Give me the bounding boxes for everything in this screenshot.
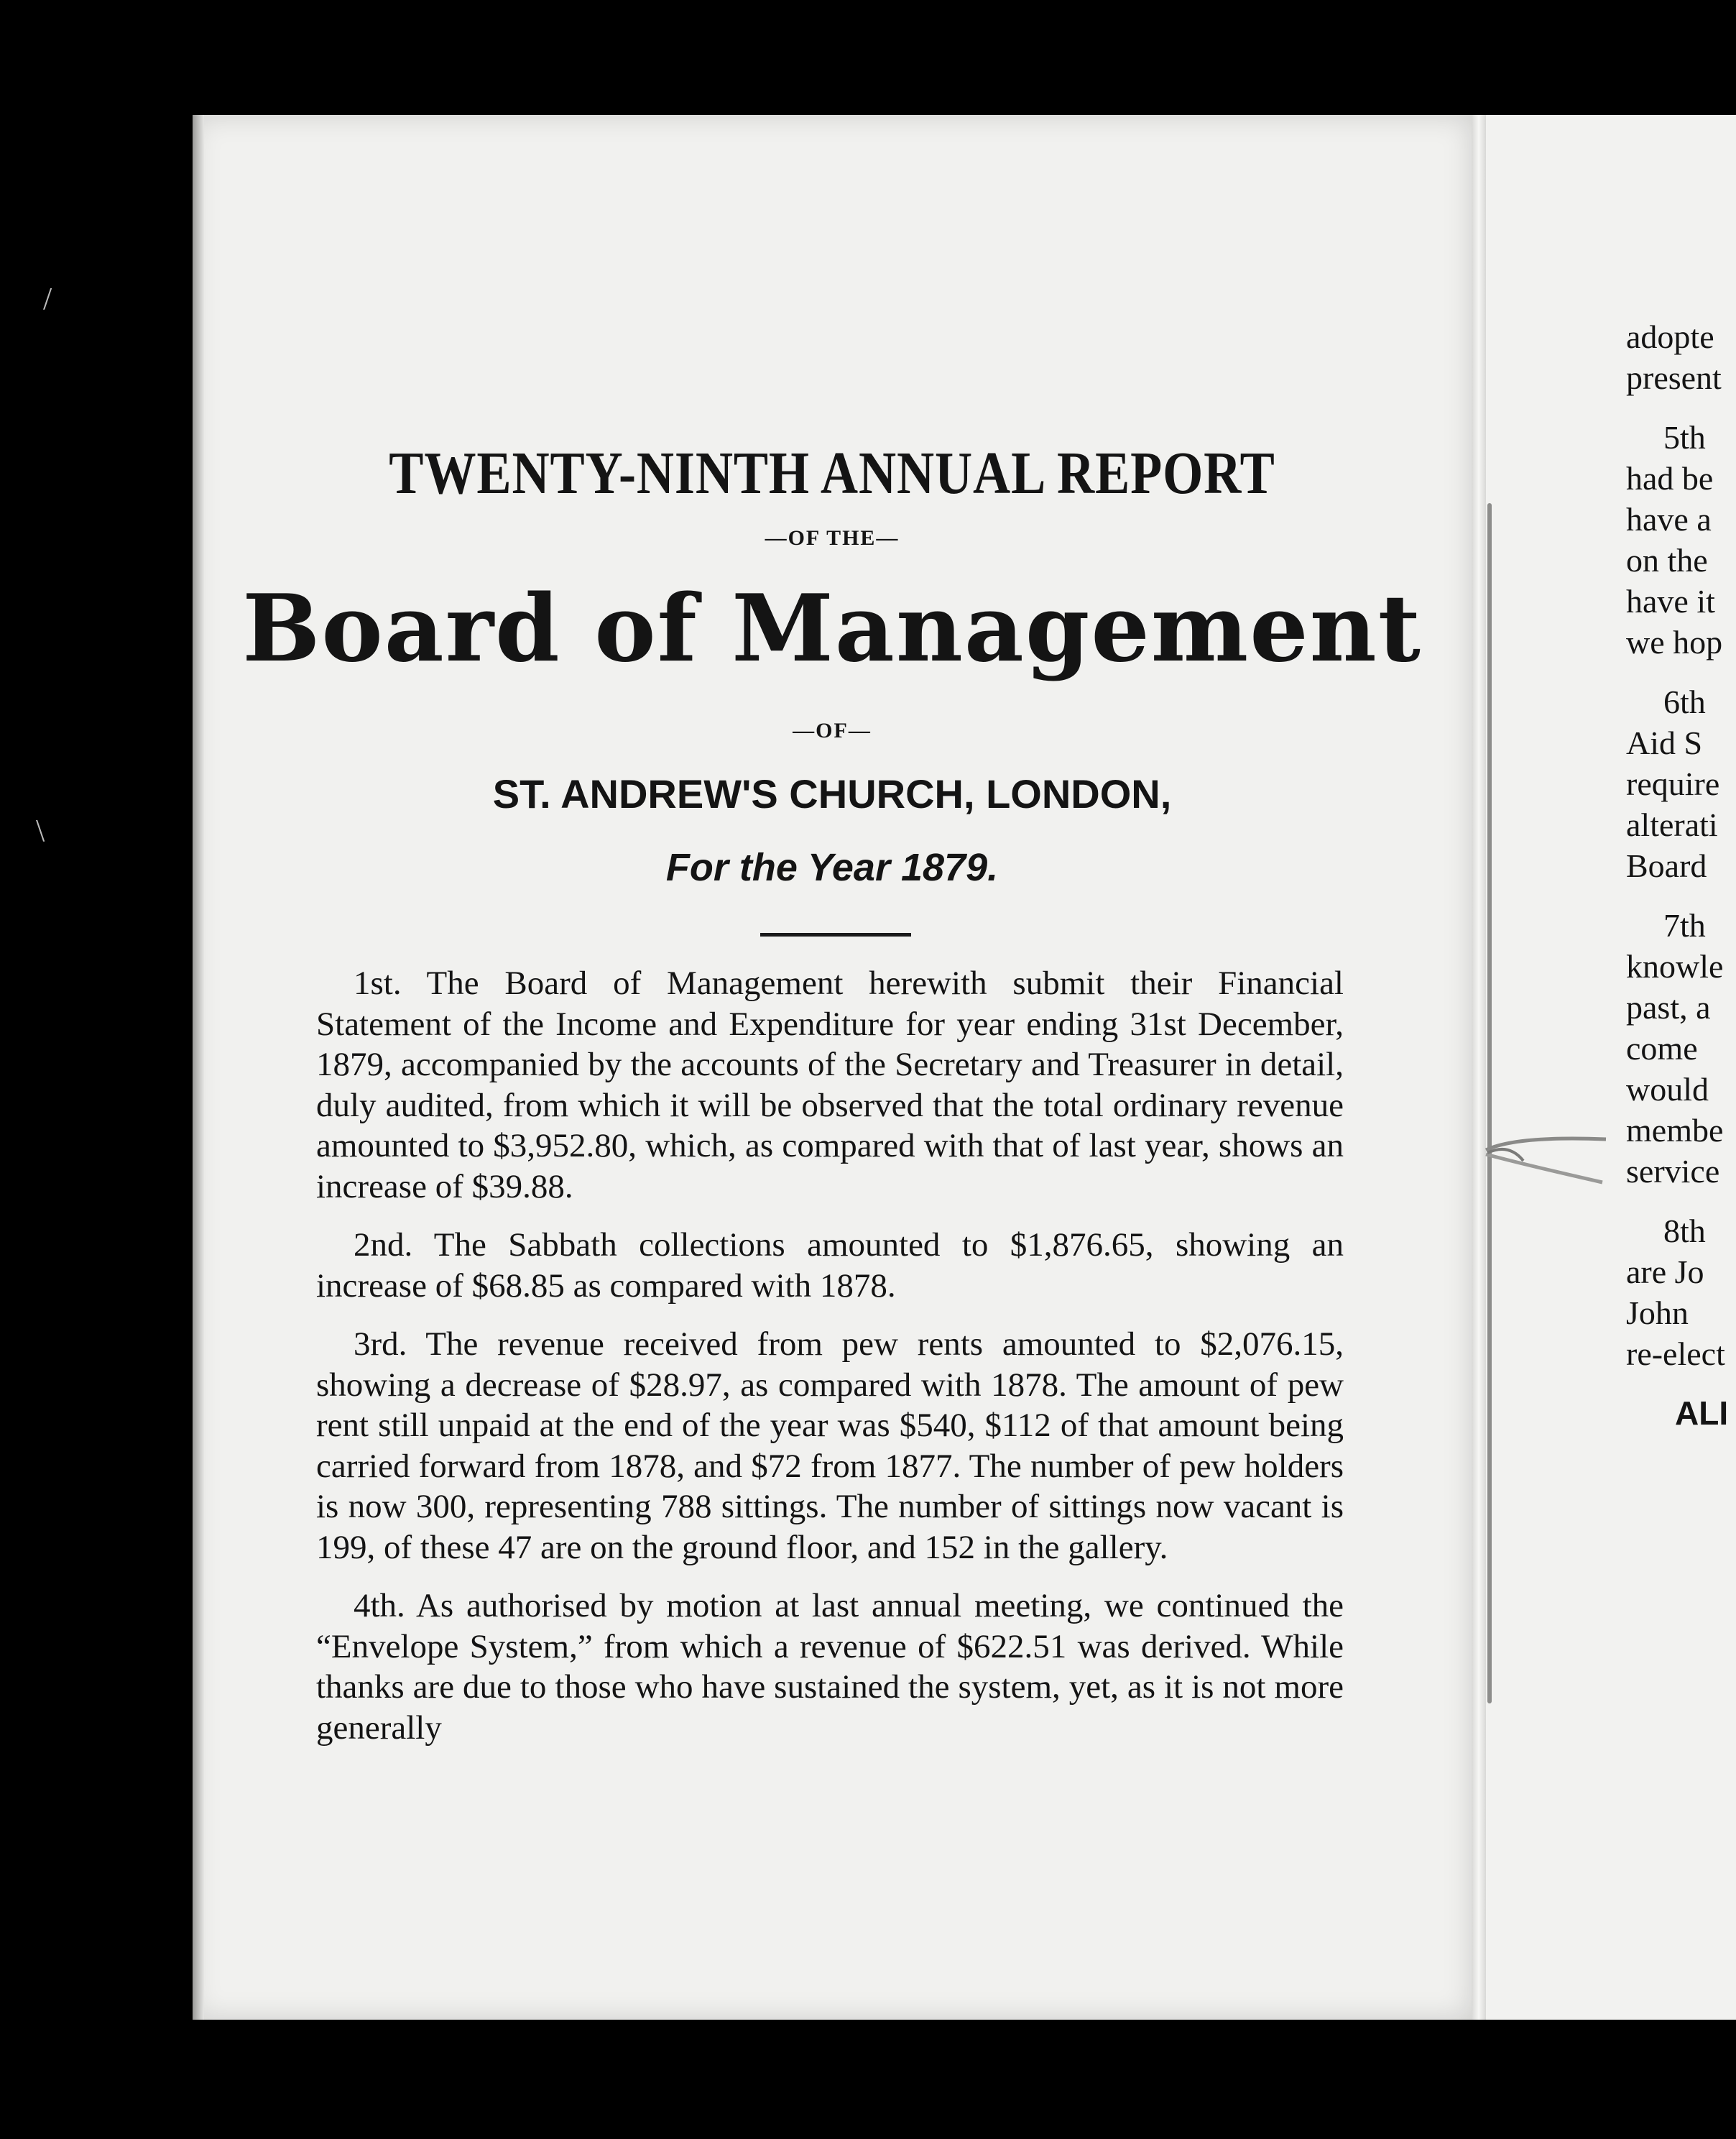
paragraph: 2nd. The Sabbath collections amounted to $1,876.65, showing an increase of $68.85 as compared with 1878. [316,1226,1344,1305]
right-line: 6th [1663,684,1706,720]
right-line: 8th [1663,1213,1706,1249]
right-line: present [1626,359,1722,396]
of-the-line: —OF THE— [765,526,900,550]
right-line: would [1626,1071,1709,1108]
thread-knot-icon [1480,1121,1610,1186]
divider-rule [760,933,911,937]
right-line: service [1626,1153,1720,1190]
right-line: 7th [1663,907,1706,944]
right-line: knowle [1626,948,1724,985]
right-line: adopte [1626,318,1714,355]
right-line: past, a [1626,989,1711,1026]
right-line: require [1626,765,1720,802]
paragraph: 1st. The Board of Management herewith submit their Financial Statement of the Income and Expenditure for year ending 31st December, 1879, accompanied by the accounts of the Secretary and Treasurer in detail, duly audited, from which it will be observed that the total ordinary revenue amounted to $3,952.80, which, as compared with that of last year, shows an increase of $39.88. [316,965,1344,1205]
right-page-text [1626,316,1728,1434]
book-gutter [1472,115,1486,2020]
of-line: —OF— [793,719,872,742]
report-title: TWENTY-NINTH ANNUAL REPORT [389,440,1275,507]
right-line: on the [1626,542,1708,579]
right-line: are Jo [1626,1254,1704,1290]
edge-mark: / [43,281,52,316]
right-line: re-elect [1626,1335,1725,1372]
right-line: Board [1626,847,1707,884]
right-line: ALI [1675,1394,1729,1432]
right-line: alterati [1626,806,1718,843]
right-line: 5th [1663,419,1706,456]
paragraph: 3rd. The revenue received from pew rents amounted to $2,076.15, showing a decrease of $28.97, as compared with 1878. The amount of pew rent still unpaid at the end of the year was $540, $112 of that amount being carried forward from 1878, and $72 from 1877. The number of pew holders is now 300, representing 788 sittings. The number of sittings now vacant is 199, of these 47 are on the ground floor, and 152 in the gallery. [316,1325,1344,1566]
right-line: we hop [1626,624,1723,661]
right-line: come [1626,1030,1698,1067]
church-title: ST. ANDREW'S CHURCH, LONDON, [492,771,1172,816]
year-title: For the Year 1879. [665,846,999,889]
right-line: have it [1626,583,1715,620]
right-line: membe [1626,1112,1724,1149]
right-line: Aid S [1626,724,1703,761]
right-line: had be [1626,460,1714,497]
binding-thread [1487,503,1492,1703]
board-title: Board of Management [242,575,1422,683]
report-body [316,963,1344,1766]
right-line: have a [1626,501,1712,538]
paragraph: 4th. As authorised by motion at last annual meeting, we continued the “Envelope System,” from which a revenue of $622.51 was derived. While thanks are due to those who have sustained the system, yet, as it is not more generally [316,1587,1344,1747]
right-line: John [1626,1294,1689,1331]
edge-mark: \ [36,813,45,848]
